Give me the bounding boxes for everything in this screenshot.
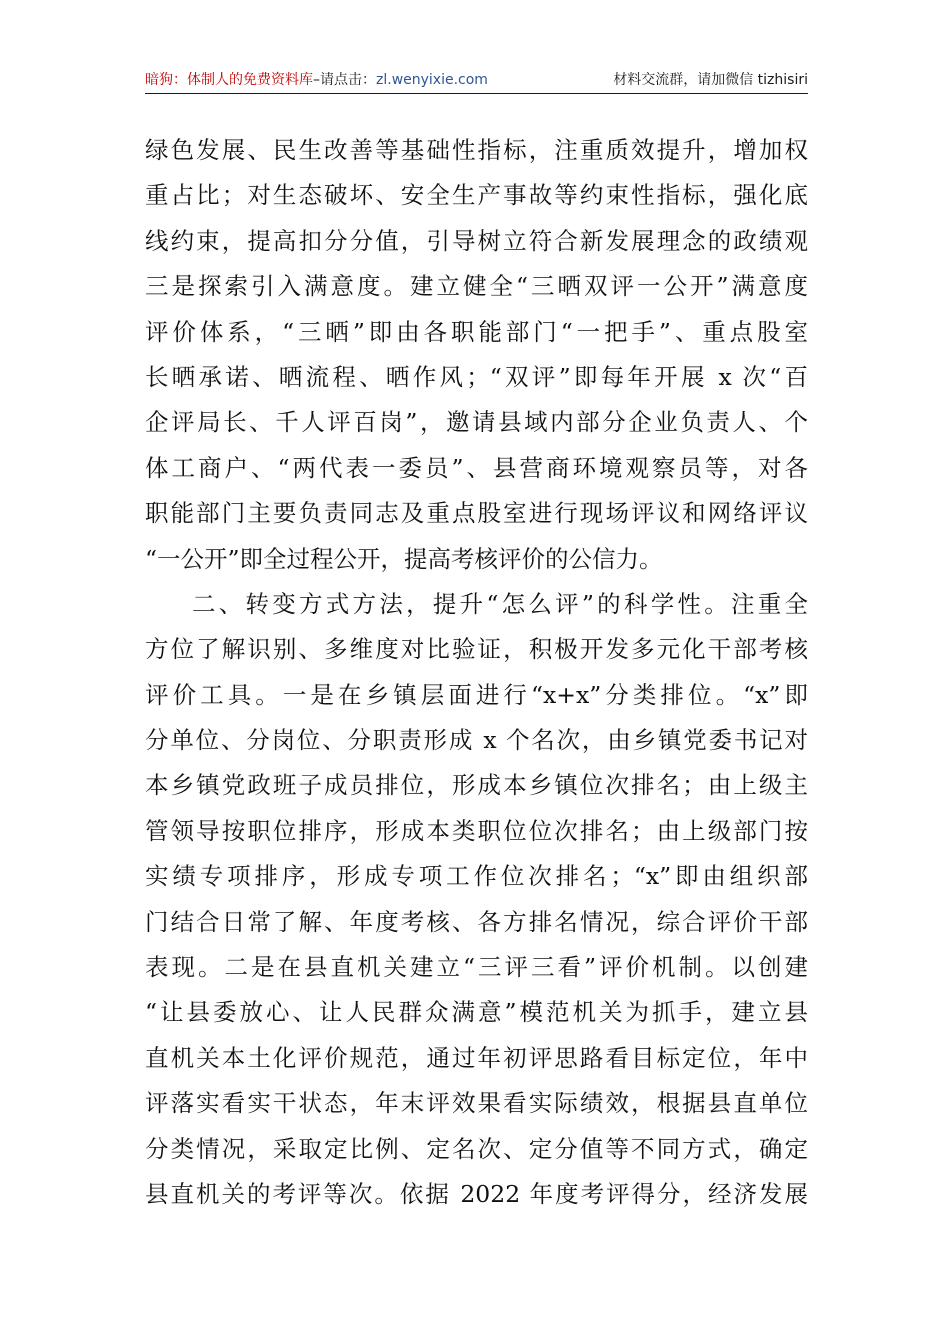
header-link[interactable]: zl.wenyixie.com (376, 72, 488, 88)
text-line: “一公开”即全过程公开，提高考核评价的公信力。 (145, 544, 663, 573)
header-brand: 暗狗：体制人的免费资料库 (145, 72, 313, 88)
text-line: 线约束，提高扣分分值，引导树立符合新发展理念的政绩观 (145, 226, 808, 255)
page-header (145, 70, 808, 94)
text-line: 直机关本土化评价规范，通过年初评思路看目标定位，年中 (145, 1043, 808, 1072)
text-line: 重占比；对生态破坏、安全生产事故等约束性指标，强化底 (145, 181, 808, 210)
text-line: 实绩专项排序，形成专项工作位次排名；“x”即由组织部 (145, 862, 808, 891)
text-line: 体工商户、“两代表一委员”、县营商环境观察员等，对各 (145, 453, 808, 482)
text-line: 管领导按职位排序，形成本类职位位次排名；由上级部门按 (145, 816, 808, 845)
text-line: 三是探索引入满意度。建立健全“三晒双评一公开”满意度 (145, 272, 808, 301)
text-line: 门结合日常了解、年度考核、各方排名情况，综合评价干部 (145, 907, 808, 936)
text-line: “让县委放心、让人民群众满意”模范机关为抓手，建立县 (145, 998, 808, 1027)
header-prompt: –请点击： (313, 72, 376, 88)
text-line: 企评局长、千人评百岗”，邀请县域内部分企业负责人、个 (145, 408, 808, 437)
text-line: 表现。二是在县直机关建立“三评三看”评价机制。以创建 (145, 953, 808, 982)
text-line: 长晒承诺、晒流程、晒作风；“双评”即每年开展 x 次“百 (145, 362, 808, 391)
header-divider (145, 93, 808, 94)
text-line: 县直机关的考评等次。依据 2022 年度考评得分，经济发展 (145, 1179, 808, 1208)
text-line: 本乡镇党政班子成员排位，形成本乡镇位次排名；由上级主 (145, 771, 808, 800)
section-heading-line: 二、转变方式方法，提升“怎么评”的科学性。注重全 (192, 589, 808, 618)
body-text (145, 128, 808, 1217)
text-line: 方位了解识别、多维度对比验证，积极开发多元化干部考核 (145, 635, 808, 664)
text-line: 职能部门主要负责同志及重点股室进行现场评议和网络评议 (145, 499, 808, 528)
text-line: 绿色发展、民生改善等基础性指标，注重质效提升，增加权 (145, 136, 808, 164)
header-contact: 材料交流群，请加微信 tizhisiri (613, 72, 808, 88)
text-line: 评价体系，“三晒”即由各职能部门“一把手”、重点股室 (145, 317, 808, 346)
text-line: 评价工具。一是在乡镇层面进行“x+x”分类排位。“x”即 (145, 680, 808, 709)
text-line: 评落实看实干状态，年末评效果看实际绩效，根据县直单位 (145, 1089, 808, 1118)
text-line: 分类情况，采取定比例、定名次、定分值等不同方式，确定 (145, 1134, 808, 1163)
text-line: 分单位、分岗位、分职责形成 x 个名次，由乡镇党委书记对 (145, 726, 808, 755)
